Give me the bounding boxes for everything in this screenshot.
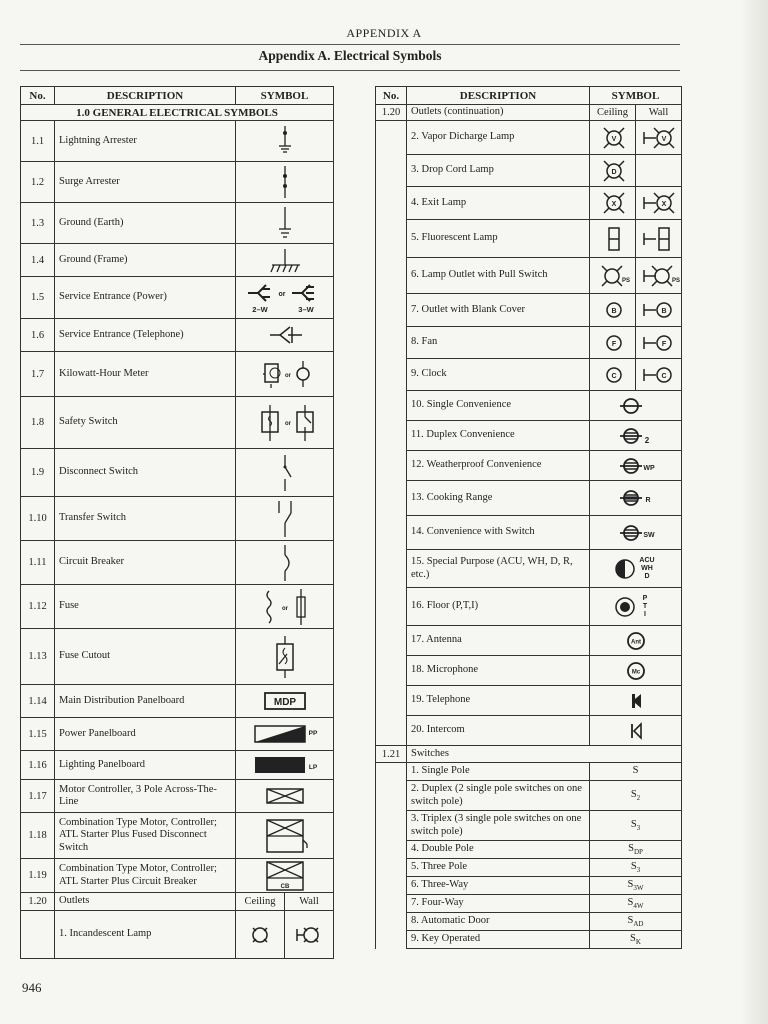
symbol-letter: V — [611, 135, 617, 143]
kwh-meter-icon — [245, 359, 325, 389]
table-row — [21, 751, 334, 780]
table-row — [376, 481, 682, 516]
left-symbols-table — [20, 86, 334, 959]
table-row — [376, 220, 682, 258]
lighting-panelboard-icon — [245, 754, 325, 776]
combo-motor-fused-icon — [255, 816, 315, 856]
fan-outlet-icon — [594, 330, 634, 356]
row-description: 8. Automatic Door — [407, 913, 590, 931]
floor-outlet-icon — [601, 593, 671, 621]
row-description: Fuse Cutout — [55, 629, 236, 685]
header-rule — [20, 44, 680, 45]
row-description: 3. Triplex (3 single pole switches on one switch pole) — [407, 811, 590, 841]
convenience-switch-icon — [601, 519, 671, 547]
ceiling-header: Ceiling — [236, 893, 285, 911]
wall-symbol — [636, 359, 682, 391]
section-title: 1.0 GENERAL ELECTRICAL SYMBOLS — [21, 105, 334, 121]
antenna-icon — [601, 627, 671, 655]
symbol-letter: B — [661, 308, 667, 315]
ground-earth-icon — [255, 205, 315, 241]
row-number: 1.17 — [21, 780, 55, 813]
table-row — [376, 258, 682, 294]
row-description: Ground (Frame) — [55, 244, 236, 277]
lightning-arrester-icon — [255, 124, 315, 158]
or-label: or — [284, 373, 291, 379]
table-row — [376, 913, 682, 931]
row-description: 10. Single Convenience — [407, 391, 590, 421]
incandescent-lamp-wall-icon — [294, 923, 324, 947]
table-row — [376, 656, 682, 686]
row-description: 13. Cooking Range — [407, 481, 590, 516]
row-symbol — [236, 585, 334, 629]
switch-letter: S — [632, 764, 639, 776]
row-description: Transfer Switch — [55, 497, 236, 541]
row-symbol — [590, 588, 682, 626]
row-symbol — [236, 541, 334, 585]
ceiling-symbol — [590, 359, 636, 391]
switch-subscript: AD — [633, 920, 644, 929]
row-symbol — [236, 859, 334, 893]
table-row — [21, 497, 334, 541]
fan-outlet-icon-wall — [640, 330, 680, 356]
col-no-header: No. — [21, 87, 55, 105]
row-symbol — [236, 244, 334, 277]
exit-lamp-icon — [594, 190, 634, 216]
wall-symbol — [636, 327, 682, 359]
symbol-letter: D — [611, 168, 617, 176]
lp-label: LP — [308, 764, 317, 771]
floor-label: T — [642, 602, 647, 610]
row-symbol — [236, 497, 334, 541]
row-symbol — [236, 629, 334, 685]
row-description: Service Entrance (Power) — [55, 277, 236, 319]
symbol-letter: X — [661, 201, 667, 208]
table-row — [376, 877, 682, 895]
table-row — [376, 686, 682, 716]
table-row — [376, 421, 682, 451]
or-label: or — [284, 420, 291, 427]
table-row — [376, 588, 682, 626]
ps-label: PS — [621, 277, 631, 284]
special-purpose-icon — [601, 555, 671, 583]
row-description: 4. Exit Lamp — [407, 187, 590, 220]
col-no-header: No. — [376, 87, 407, 105]
table-row — [21, 162, 334, 203]
row-symbol — [236, 813, 334, 859]
table-row — [21, 813, 334, 859]
special-purpose-label: ACU — [638, 556, 655, 564]
switch-letter: S — [627, 914, 634, 926]
disconnect-switch-icon — [255, 453, 315, 493]
table-row — [21, 244, 334, 277]
page-number: 946 — [22, 980, 42, 995]
symbol-letter: Ant — [630, 639, 641, 645]
transfer-switch-icon — [255, 499, 315, 539]
table-row — [376, 516, 682, 550]
drop-cord-lamp-icon — [594, 158, 634, 184]
floor-label: I — [643, 610, 646, 618]
ceiling-symbol — [590, 187, 636, 220]
row-description: 17. Antenna — [407, 626, 590, 656]
table-row — [376, 763, 682, 781]
page-edge-shadow — [740, 0, 768, 1024]
safety-switch-icon — [245, 403, 325, 443]
symbol-letter: Mc — [631, 669, 640, 675]
receptacle-label: SW — [642, 531, 655, 539]
receptacle-label: WP — [642, 464, 655, 472]
incandescent-lamp-desc: 1. Incandescent Lamp — [55, 911, 236, 959]
fuse-icon — [245, 587, 325, 627]
row-description: 8. Fan — [407, 327, 590, 359]
row-description: Fuse — [55, 585, 236, 629]
switch-symbol — [590, 763, 682, 781]
row-symbol — [236, 685, 334, 718]
wall-symbol — [636, 187, 682, 220]
symbol-letter: F — [611, 340, 617, 348]
switch-letter: S — [630, 932, 636, 944]
ps-label: PS — [671, 277, 680, 284]
telephone-icon — [601, 687, 671, 715]
switches-no: 1.21 — [376, 746, 407, 763]
row-symbol — [236, 751, 334, 780]
row-description: 2. Vapor Dicharge Lamp — [407, 121, 590, 155]
row-description: 15. Special Purpose (ACU, WH, D, R, etc.) — [407, 550, 590, 588]
col-desc-header: DESCRIPTION — [55, 87, 236, 105]
switch-symbol — [590, 913, 682, 931]
switch-symbol — [590, 895, 682, 913]
row-number: 1.19 — [21, 859, 55, 893]
mdp-icon — [255, 690, 315, 712]
table-row — [376, 155, 682, 187]
row-description: 12. Weatherproof Convenience — [407, 451, 590, 481]
row-description: 7. Four-Way — [407, 895, 590, 913]
symbol-letter: B — [611, 308, 617, 315]
row-number: 1.1 — [21, 121, 55, 162]
row-description: 6. Lamp Outlet with Pull Switch — [407, 258, 590, 294]
ceiling-symbol — [590, 327, 636, 359]
switch-symbol — [590, 859, 682, 877]
ceiling-symbol — [590, 294, 636, 327]
switch-letter: S — [630, 860, 637, 872]
row-description: 4. Double Pole — [407, 841, 590, 859]
row-symbol — [236, 718, 334, 751]
receptacle-label: R — [644, 497, 651, 504]
fuse-cutout-icon — [255, 634, 315, 680]
row-description: Safety Switch — [55, 397, 236, 449]
weatherproof-convenience-icon — [601, 452, 671, 480]
ceiling-symbol — [590, 258, 636, 294]
mdp-label: MDP — [273, 697, 296, 708]
row-description: 9. Clock — [407, 359, 590, 391]
row-symbol — [236, 449, 334, 497]
row-description: 3. Drop Cord Lamp — [407, 155, 590, 187]
row-description: Main Distribution Panelboard — [55, 685, 236, 718]
table-row — [21, 397, 334, 449]
row-number: 1.12 — [21, 585, 55, 629]
row-symbol — [590, 451, 682, 481]
or-label: or — [278, 290, 286, 298]
row-description: 18. Microphone — [407, 656, 590, 686]
row-description: Ground (Earth) — [55, 203, 236, 244]
wall-symbol — [636, 121, 682, 155]
clock-outlet-icon — [594, 362, 634, 388]
row-description: 7. Outlet with Blank Cover — [407, 294, 590, 327]
table-row — [21, 277, 334, 319]
table-row — [376, 841, 682, 859]
table-row — [376, 187, 682, 220]
table-row — [21, 859, 334, 893]
row-description: 11. Duplex Convenience — [407, 421, 590, 451]
row-description: Combination Type Motor, Controller; ATL Starter Plus Fused Disconnect Switch — [55, 813, 236, 859]
row-number: 1.3 — [21, 203, 55, 244]
service-entrance-power-icon — [240, 281, 330, 315]
row-symbol — [236, 319, 334, 352]
pull-switch-lamp-icon-wall — [640, 263, 680, 289]
row-number: 1.13 — [21, 629, 55, 685]
table-row — [376, 550, 682, 588]
col-desc-header: DESCRIPTION — [407, 87, 590, 105]
table-row — [376, 859, 682, 877]
table-row — [21, 319, 334, 352]
ceiling-symbol — [590, 121, 636, 155]
switch-subscript: 3W — [633, 884, 644, 893]
row-number: 1.16 — [21, 751, 55, 780]
row-description: Service Entrance (Telephone) — [55, 319, 236, 352]
row-number: 1.4 — [21, 244, 55, 277]
ceiling-symbol — [590, 155, 636, 187]
row-symbol — [590, 716, 682, 746]
row-number: 1.9 — [21, 449, 55, 497]
row-symbol — [590, 656, 682, 686]
table-row — [21, 541, 334, 585]
outlets-desc: Outlets — [55, 893, 236, 911]
symbol-letter: X — [611, 201, 617, 208]
table-row — [21, 780, 334, 813]
wall-symbol — [636, 220, 682, 258]
clock-outlet-icon-wall — [640, 362, 680, 388]
table-row — [376, 294, 682, 327]
incandescent-lamp-icon — [247, 923, 273, 947]
table-row — [376, 716, 682, 746]
col-symbol-header: SYMBOL — [590, 87, 682, 105]
row-number: 1.7 — [21, 352, 55, 397]
vapor-lamp-icon-wall — [640, 125, 680, 151]
table-row — [21, 718, 334, 751]
table-row — [376, 811, 682, 841]
wall-symbol — [636, 155, 682, 187]
row-symbol — [590, 516, 682, 550]
table-row — [376, 391, 682, 421]
receptacle-label: 2 — [644, 435, 649, 445]
row-number: 1.14 — [21, 685, 55, 718]
switch-letter: S — [630, 788, 637, 800]
row-symbol — [236, 277, 334, 319]
row-description: 1. Single Pole — [407, 763, 590, 781]
service-entrance-telephone-icon — [250, 323, 320, 347]
table-row — [21, 121, 334, 162]
row-number: 1.8 — [21, 397, 55, 449]
vapor-lamp-icon — [594, 125, 634, 151]
row-description: Combination Type Motor, Controller; ATL Starter Plus Circuit Breaker — [55, 859, 236, 893]
col-symbol-header: SYMBOL — [236, 87, 334, 105]
switch-letter: S — [630, 818, 637, 830]
switch-symbol — [590, 841, 682, 859]
row-description: 16. Floor (P,T,I) — [407, 588, 590, 626]
switches-desc: Switches — [407, 746, 682, 763]
row-description: 9. Key Operated — [407, 931, 590, 949]
circuit-breaker-icon — [255, 543, 315, 583]
switch-subscript: 3 — [636, 866, 641, 875]
fluorescent-lamp-icon — [594, 226, 634, 252]
floor-label: P — [642, 594, 647, 602]
duplex-convenience-icon — [601, 422, 671, 450]
pull-switch-lamp-icon — [594, 263, 634, 289]
table-row — [376, 121, 682, 155]
microphone-icon — [601, 657, 671, 685]
wall-symbol — [636, 294, 682, 327]
blank-cover-outlet-icon-wall — [640, 297, 680, 323]
symbol-letter: C — [661, 372, 667, 380]
row-description: Lightning Arrester — [55, 121, 236, 162]
outlets-no: 1.20 — [21, 893, 55, 911]
ground-frame-icon — [250, 245, 320, 275]
row-symbol — [236, 203, 334, 244]
table-row — [376, 327, 682, 359]
or-label: or — [281, 605, 288, 612]
table-row — [376, 781, 682, 811]
appendix-header: APPENDIX A — [346, 26, 422, 40]
row-description: Kilowatt-Hour Meter — [55, 352, 236, 397]
row-description: Motor Controller, 3 Pole Across-The-Line — [55, 780, 236, 813]
row-number: 1.11 — [21, 541, 55, 585]
switch-subscript: 3 — [636, 824, 641, 833]
switch-subscript: DP — [633, 848, 643, 857]
ceiling-header: Ceiling — [590, 105, 636, 121]
row-symbol — [236, 352, 334, 397]
table-row — [21, 449, 334, 497]
wall-header: Wall — [285, 893, 334, 911]
row-description: 19. Telephone — [407, 686, 590, 716]
two-wire-label: 2–W — [252, 304, 268, 314]
row-description: 5. Three Pole — [407, 859, 590, 877]
row-description: Disconnect Switch — [55, 449, 236, 497]
table-row — [21, 629, 334, 685]
row-symbol — [590, 686, 682, 716]
switch-symbol — [590, 811, 682, 841]
row-symbol — [590, 550, 682, 588]
row-description: 2. Duplex (2 single pole switches on one switch pole) — [407, 781, 590, 811]
special-purpose-label: WH — [640, 564, 653, 572]
intercom-icon — [601, 717, 671, 745]
outlets-cont-no: 1.20 — [376, 105, 407, 121]
blank-cover-outlet-icon — [594, 297, 634, 323]
switch-letter: S — [628, 842, 634, 854]
row-description: Circuit Breaker — [55, 541, 236, 585]
three-wire-label: 3–W — [298, 304, 314, 314]
table-row — [376, 451, 682, 481]
wall-symbol — [636, 258, 682, 294]
row-number: 1.18 — [21, 813, 55, 859]
row-number: 1.6 — [21, 319, 55, 352]
row-description: 20. Intercom — [407, 716, 590, 746]
motor-controller-icon — [255, 785, 315, 807]
symbol-letter: C — [611, 372, 617, 380]
table-row — [21, 203, 334, 244]
cb-label: CB — [280, 883, 289, 890]
outlets-cont-desc: Outlets (continuation) — [407, 105, 590, 121]
wall-header: Wall — [636, 105, 682, 121]
table-row — [21, 585, 334, 629]
switch-letter: S — [627, 878, 634, 890]
switch-letter: S — [627, 896, 634, 908]
table-row — [376, 895, 682, 913]
switch-subscript: 2 — [636, 794, 641, 803]
row-description: Surge Arrester — [55, 162, 236, 203]
row-symbol — [236, 780, 334, 813]
row-number: 1.10 — [21, 497, 55, 541]
right-symbols-table — [375, 86, 682, 949]
fluorescent-lamp-icon-wall — [640, 226, 680, 252]
switch-symbol — [590, 931, 682, 949]
symbol-letter: V — [661, 135, 667, 143]
row-symbol — [590, 481, 682, 516]
row-description: 5. Fluorescent Lamp — [407, 220, 590, 258]
table-row — [376, 359, 682, 391]
row-description: Power Panelboard — [55, 718, 236, 751]
row-symbol — [236, 162, 334, 203]
row-symbol — [236, 121, 334, 162]
single-convenience-icon — [601, 392, 671, 420]
row-symbol — [590, 626, 682, 656]
cooking-range-icon — [601, 484, 671, 512]
ceiling-symbol — [590, 220, 636, 258]
exit-lamp-icon-wall — [640, 190, 680, 216]
row-symbol — [236, 397, 334, 449]
row-symbol — [590, 421, 682, 451]
page-title: Appendix A. Electrical Symbols — [258, 48, 442, 63]
switch-symbol — [590, 877, 682, 895]
switch-subscript: K — [635, 938, 641, 947]
table-row — [21, 685, 334, 718]
pp-label: PP — [308, 730, 317, 737]
row-description: 6. Three-Way — [407, 877, 590, 895]
symbol-letter: F — [661, 340, 667, 348]
surge-arrester-icon — [255, 164, 315, 200]
table-row — [376, 626, 682, 656]
row-symbol — [590, 391, 682, 421]
title-rule — [20, 70, 680, 71]
power-panelboard-icon — [245, 723, 325, 745]
row-number: 1.2 — [21, 162, 55, 203]
row-description: 14. Convenience with Switch — [407, 516, 590, 550]
row-number: 1.5 — [21, 277, 55, 319]
switch-symbol — [590, 781, 682, 811]
combo-motor-cb-icon — [255, 860, 315, 892]
special-purpose-label: D — [643, 572, 650, 580]
row-number: 1.15 — [21, 718, 55, 751]
switch-subscript: 4W — [633, 902, 644, 911]
row-description: Lighting Panelboard — [55, 751, 236, 780]
table-row — [376, 931, 682, 949]
table-row — [21, 352, 334, 397]
